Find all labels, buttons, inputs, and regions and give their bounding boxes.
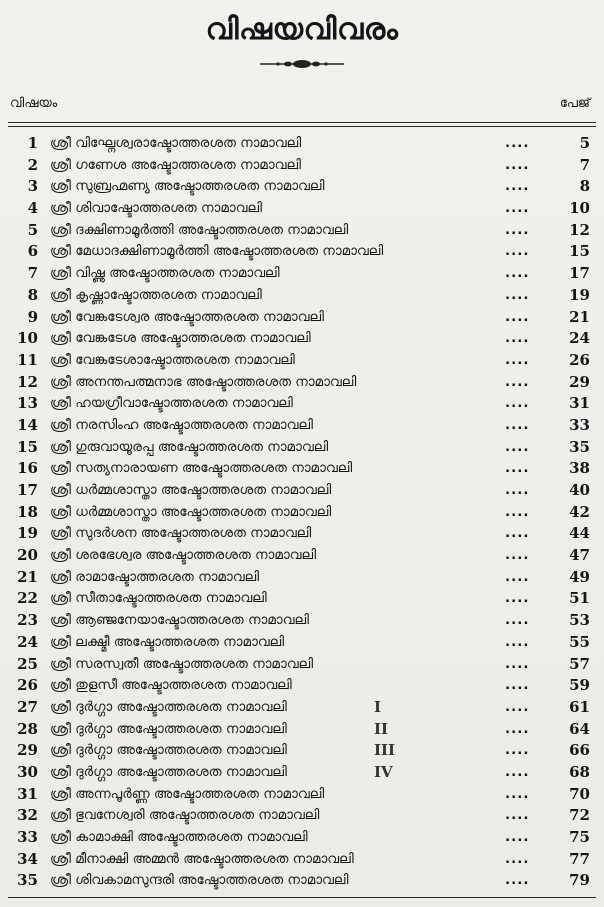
leader-dots: ....	[505, 178, 530, 195]
entry-title: ശ്രീ ഗുരുവായൂരപ്പ അഷ്ടോത്തരശത നാമാവലി	[50, 438, 329, 455]
entry-number: 26	[17, 676, 38, 695]
entry-title: ശ്രീ അനന്തപത്മനാഭ അഷ്ടോത്തരശത നാമാവലി	[50, 373, 357, 390]
leader-dots: ....	[505, 200, 530, 217]
list-item	[0, 307, 604, 329]
entry-title: ശ്രീ അന്നപൂർണ്ണ അഷ്ടോത്തരശത നാമാവലി	[50, 785, 325, 802]
entry-page-number: 49	[569, 567, 590, 586]
leader-dots: ....	[505, 785, 530, 802]
entry-page-number: 12	[569, 220, 590, 239]
entry-number: 34	[17, 849, 38, 868]
entry-page-number: 57	[569, 654, 590, 673]
entry-title: ശ്രീ ഹയഗ്രീവാഷ്ടോത്തരശത നാമാവലി	[50, 395, 293, 412]
entry-roman-numeral: IV	[374, 762, 393, 781]
entry-title: ശ്രീ കാമാക്ഷി അഷ്ടോത്തരശത നാമാവലി	[50, 829, 308, 845]
list-item	[0, 350, 604, 372]
list-item	[0, 740, 604, 762]
leader-dots: ....	[505, 503, 530, 520]
leader-dots: ....	[505, 135, 530, 151]
entry-page-number: 77	[569, 849, 590, 868]
list-item	[0, 654, 604, 676]
list-item	[0, 870, 604, 892]
list-item	[0, 784, 604, 806]
entry-number: 20	[17, 546, 38, 565]
entry-title: ശ്രീ സീതാഷ്ടോത്തരശത നാമാവലി	[50, 590, 267, 607]
entry-title: ശ്രീ സത്യനാരായണ അഷ്ടോത്തരശത നാമാവലി	[50, 460, 353, 477]
entry-page-number: 38	[569, 459, 590, 478]
entry-page-number: 53	[569, 611, 590, 630]
entry-number: 19	[17, 524, 38, 543]
entry-number: 12	[17, 372, 38, 391]
entry-title: ശ്രീ ദുർഗ്ഗാ അഷ്ടോത്തരശത നാമാവലി	[50, 720, 287, 737]
leader-dots: ....	[505, 633, 530, 650]
leader-dots: ....	[505, 742, 530, 759]
leader-dots: ....	[505, 416, 530, 433]
entry-title: ശ്രീ ശിവാഷ്ടോത്തരശത നാമാവലി	[50, 200, 262, 217]
list-item	[0, 827, 604, 849]
entry-number: 32	[17, 806, 38, 825]
list-item	[0, 155, 604, 177]
leader-dots: ....	[505, 590, 530, 607]
entry-title: ശ്രീ ഭുവനേശ്വരി അഷ്ടോത്തരശത നാമാവലി	[50, 807, 320, 824]
entry-page-number: 26	[569, 350, 590, 369]
entry-title: ശ്രീ കൃഷ്ണാഷ്ടോത്തരശത നാമാവലി	[50, 286, 262, 303]
entry-page-number: 66	[569, 741, 590, 760]
subject-column-header: വിഷയം	[10, 96, 58, 111]
entry-page-number: 17	[569, 264, 590, 283]
list-item	[0, 675, 604, 697]
entry-page-number: 5	[579, 134, 590, 152]
entry-number: 7	[27, 264, 38, 283]
entry-page-number: 29	[569, 372, 590, 391]
entry-number: 10	[17, 329, 38, 348]
entry-title: ശ്രീ ദുർഗ്ഗാ അഷ്ടോത്തരശത നാമാവലി	[50, 763, 287, 780]
entry-title: ശ്രീ വേങ്കടേശ അഷ്ടോത്തരശത നാമാവലി	[50, 330, 311, 347]
entry-title: ശ്രീ വേങ്കടേശ്വര അഷ്ടോത്തരശത നാമാവലി	[50, 308, 324, 325]
list-item	[0, 545, 604, 567]
entry-page-number: 19	[569, 285, 590, 304]
list-item	[0, 588, 604, 610]
leader-dots: ....	[505, 612, 530, 629]
entry-title: ശ്രീ വിഘ്നേശ്വരാഷ്ടോത്തരശത നാമാവലി	[50, 135, 302, 151]
leader-dots: ....	[505, 850, 530, 867]
leader-dots: ....	[505, 872, 530, 889]
entry-page-number: 68	[569, 762, 590, 781]
entry-page-number: 35	[569, 437, 590, 456]
entry-number: 9	[27, 307, 38, 326]
list-item	[0, 762, 604, 784]
entry-number: 29	[17, 741, 38, 760]
list-item	[0, 567, 604, 589]
leader-dots: ....	[505, 460, 530, 477]
entry-title: ശ്രീ സരസ്വതീ അഷ്ടോത്തരശത നാമാവലി	[50, 655, 314, 672]
leader-dots: ....	[505, 482, 530, 498]
entry-number: 21	[17, 567, 38, 586]
leader-dots: ....	[505, 351, 530, 368]
page-title: വിഷയവിവരം	[205, 12, 399, 47]
entry-roman-numeral: III	[374, 741, 396, 760]
entry-title: ശ്രീ നരസിംഹ അഷ്ടോത്തരശത നാമാവലി	[50, 416, 313, 433]
entry-page-number: 44	[569, 524, 590, 543]
entry-number: 11	[17, 350, 38, 369]
entry-number: 31	[17, 784, 38, 803]
leader-dots: ....	[505, 265, 530, 282]
entry-number: 1	[27, 134, 38, 152]
entry-number: 28	[17, 719, 38, 738]
entry-title: ശ്രീ ആഞ്ജനേയാഷ്ടോത്തരശത നാമാവലി	[50, 612, 309, 629]
leader-dots: ....	[505, 720, 530, 737]
entry-page-number: 51	[569, 589, 590, 608]
leader-dots: ....	[505, 763, 530, 780]
entry-number: 14	[17, 415, 38, 434]
entry-page-number: 59	[569, 676, 590, 695]
page-column-header: പേജ്	[559, 96, 590, 111]
entry-page-number: 75	[569, 828, 590, 846]
leader-dots: ....	[505, 373, 530, 390]
entry-page-number: 61	[569, 697, 590, 716]
entry-title: ശ്രീ രാമാഷ്ടോത്തരശത നാമാവലി	[50, 568, 260, 585]
entry-number: 25	[17, 654, 38, 673]
leader-dots: ....	[505, 807, 530, 824]
leader-dots: ....	[505, 395, 530, 412]
list-item	[0, 285, 604, 307]
entry-number: 2	[27, 155, 38, 174]
entry-roman-numeral: II	[374, 719, 389, 738]
entry-number: 16	[17, 459, 38, 478]
entry-number: 15	[17, 437, 38, 456]
entry-number: 6	[27, 242, 38, 261]
entry-number: 4	[27, 199, 38, 218]
list-item	[0, 523, 604, 545]
entry-page-number: 64	[569, 719, 590, 738]
entry-page-number: 33	[569, 415, 590, 434]
list-item	[0, 198, 604, 220]
list-item	[0, 176, 604, 198]
list-item	[0, 849, 604, 871]
leader-dots: ....	[505, 547, 530, 564]
list-item	[0, 632, 604, 654]
entry-page-number: 40	[569, 481, 590, 499]
entry-title: ശ്രീ ലക്ഷ്മീ അഷ്ടോത്തരശത നാമാവലി	[50, 633, 285, 650]
entry-number: 3	[27, 177, 38, 196]
leader-dots: ....	[505, 698, 530, 715]
entry-page-number: 10	[569, 199, 590, 218]
entry-page-number: 72	[569, 806, 590, 825]
entry-page-number: 55	[569, 632, 590, 651]
entry-page-number: 79	[569, 871, 590, 890]
list-item	[0, 480, 604, 502]
ornament-divider	[258, 58, 346, 70]
entry-number: 35	[17, 871, 38, 890]
entry-title: ശ്രീ ശിവകാമസുന്ദരി അഷ്ടോത്തരശത നാമാവലി	[50, 872, 349, 889]
entry-number: 24	[17, 632, 38, 651]
entry-number: 5	[27, 220, 38, 239]
entry-number: 8	[27, 285, 38, 304]
entry-title: ശ്രീ തുളസീ അഷ്ടോത്തരശത നാമാവലി	[50, 677, 292, 694]
entry-page-number: 15	[569, 242, 590, 261]
entry-title: ശ്രീ മേധാദക്ഷിണാമൂർത്തി അഷ്ടോത്തരശത നാമാവലി	[50, 243, 384, 260]
leader-dots: ....	[505, 221, 530, 238]
entry-number: 27	[17, 697, 38, 716]
header-rule-top	[8, 122, 596, 123]
leader-dots: ....	[505, 308, 530, 325]
list-item	[0, 241, 604, 263]
entry-page-number: 24	[569, 329, 590, 348]
list-item	[0, 263, 604, 285]
list-item	[0, 133, 604, 155]
entry-page-number: 70	[569, 784, 590, 803]
leader-dots: ....	[505, 677, 530, 694]
entry-page-number: 7	[579, 155, 590, 174]
entry-title: ശ്രീ ദുർഗ്ഗാ അഷ്ടോത്തരശത നാമാവലി	[50, 698, 287, 715]
entry-page-number: 47	[569, 546, 590, 565]
list-item	[0, 415, 604, 437]
list-item	[0, 328, 604, 350]
list-item	[0, 393, 604, 415]
leader-dots: ....	[505, 243, 530, 260]
leader-dots: ....	[505, 438, 530, 455]
entry-title: ശ്രീ ധർമ്മശാസ്താ അഷ്ടോത്തരശത നാമാവലി	[50, 503, 332, 520]
leader-dots: ....	[505, 156, 530, 173]
entry-page-number: 31	[569, 394, 590, 413]
footer-rule	[8, 897, 596, 898]
list-item	[0, 372, 604, 394]
entry-title: ശ്രീ സുദർശന അഷ്ടോത്തരശത നാമാവലി	[50, 525, 312, 542]
entry-page-number: 21	[569, 307, 590, 326]
leader-dots: ....	[505, 829, 530, 845]
entry-title: ശ്രീ ദക്ഷിണാമൂർത്തി അഷ്ടോത്തരശത നാമാവലി	[50, 221, 349, 238]
leader-dots: ....	[505, 525, 530, 542]
leader-dots: ....	[505, 655, 530, 672]
list-item	[0, 502, 604, 524]
entry-number: 22	[17, 589, 38, 608]
list-item	[0, 805, 604, 827]
entry-number: 33	[17, 828, 38, 846]
leader-dots: ....	[505, 286, 530, 303]
list-item	[0, 437, 604, 459]
list-item	[0, 697, 604, 719]
entry-number: 18	[17, 502, 38, 521]
entry-number: 30	[17, 762, 38, 781]
entry-title: ശ്രീ വേങ്കടേശാഷ്ടോത്തരശത നാമാവലി	[50, 351, 295, 368]
entry-title: ശ്രീ വിഷ്ണു അഷ്ടോത്തരശത നാമാവലി	[50, 265, 280, 282]
entry-title: ശ്രീ ഗണേശ അഷ്ടോത്തരശത നാമാവലി	[50, 156, 301, 173]
list-item	[0, 458, 604, 480]
list-item	[0, 610, 604, 632]
entry-page-number: 8	[579, 177, 590, 196]
entry-roman-numeral: I	[374, 697, 382, 716]
entry-page-number: 42	[569, 502, 590, 521]
entry-number: 13	[17, 394, 38, 413]
entry-title: ശ്രീ ദുർഗ്ഗാ അഷ്ടോത്തരശത നാമാവലി	[50, 742, 287, 759]
list-item	[0, 220, 604, 242]
entry-title: ശ്രീ ധർമ്മശാസ്താ അഷ്ടോത്തരശത നാമാവലി	[50, 482, 332, 498]
entry-number: 23	[17, 611, 38, 630]
leader-dots: ....	[505, 330, 530, 347]
entry-number: 17	[17, 481, 38, 499]
leader-dots: ....	[505, 568, 530, 585]
list-item	[0, 719, 604, 741]
entry-title: ശ്രീ മീനാക്ഷി അമ്മൻ അഷ്ടോത്തരശത നാമാവലി	[50, 850, 354, 867]
header-rule-bottom	[8, 126, 596, 127]
entry-title: ശ്രീ സുബ്രഹ്മണ്യ അഷ്ടോത്തരശത നാമാവലി	[50, 178, 325, 195]
contents-list	[0, 133, 604, 892]
entry-title: ശ്രീ ശരഭേശ്വര അഷ്ടോത്തരശത നാമാവലി	[50, 547, 317, 564]
